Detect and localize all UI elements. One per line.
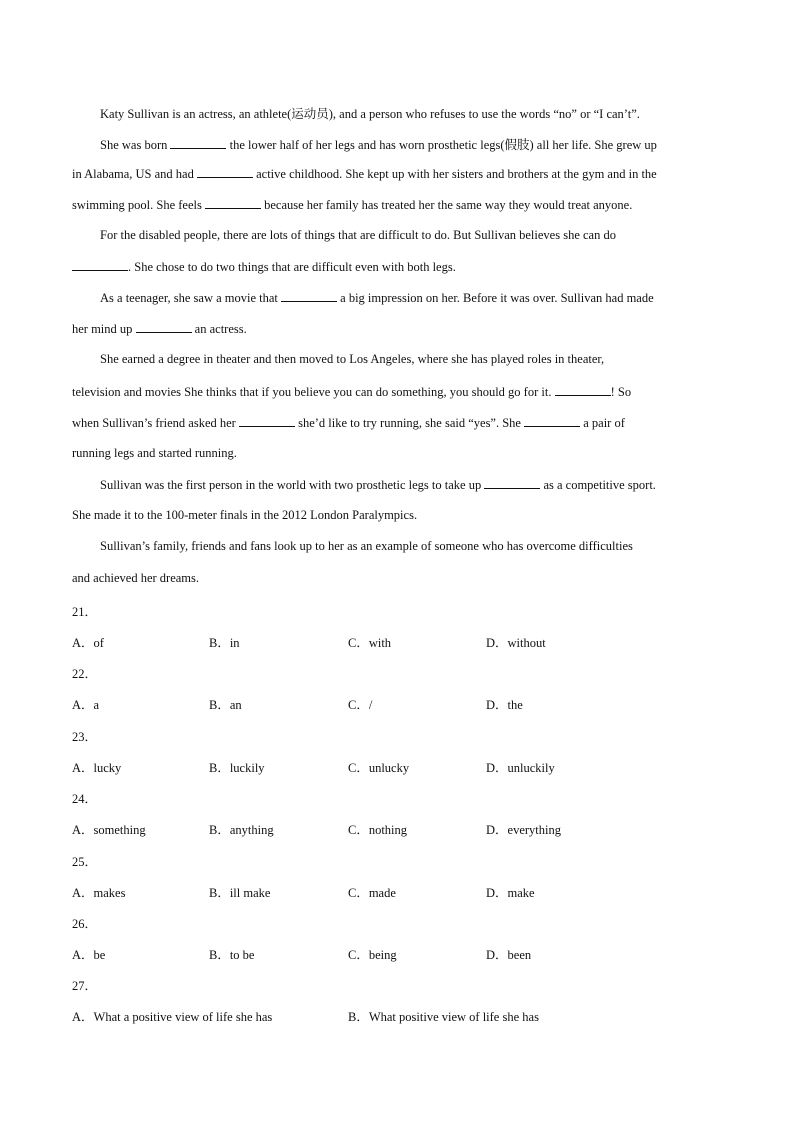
option-d[interactable]: D．without bbox=[486, 636, 546, 650]
passage-line bbox=[72, 197, 632, 213]
passage-text: Sullivan’s family, friends and fans look up to her as an example of someone who has overcome difficulties bbox=[100, 539, 633, 553]
option-b[interactable]: B．in bbox=[209, 636, 240, 650]
passage-line bbox=[72, 384, 631, 400]
option-b[interactable]: B．anything bbox=[209, 823, 274, 837]
answer-blank-27 bbox=[555, 384, 611, 396]
option-c[interactable]: C．nothing bbox=[348, 823, 408, 837]
passage-line bbox=[100, 135, 657, 153]
option-c[interactable]: C．unlucky bbox=[348, 761, 410, 775]
question-number: 25． bbox=[72, 855, 98, 869]
answer-blank-25 bbox=[281, 290, 337, 302]
option-b[interactable]: B．to be bbox=[209, 948, 255, 962]
option-c[interactable]: C．/ bbox=[348, 698, 373, 712]
passage-text: as a competitive sport. bbox=[543, 478, 656, 492]
option-b[interactable]: B．ill make bbox=[209, 886, 271, 900]
question-number: 21． bbox=[72, 605, 98, 619]
passage-text: She earned a degree in theater and then moved to Los Angeles, where she has played roles in theater, bbox=[100, 352, 605, 366]
answer-blank-23 bbox=[205, 197, 261, 209]
passage-text: in Alabama, US and had bbox=[72, 167, 194, 181]
passage-line bbox=[72, 259, 456, 275]
answer-blank-21 bbox=[170, 137, 226, 149]
passage-text: Sullivan was the first person in the world with two prosthetic legs to take up bbox=[100, 478, 482, 492]
option-b[interactable]: B．luckily bbox=[209, 761, 265, 775]
passage-line bbox=[72, 321, 247, 337]
option-a[interactable]: A．something bbox=[72, 823, 146, 837]
question-number: 22． bbox=[72, 667, 98, 681]
option-a[interactable]: A．a bbox=[72, 698, 100, 712]
question-number: 24． bbox=[72, 792, 98, 806]
passage-line bbox=[72, 415, 625, 431]
passage-text: As a teenager, she saw a movie that bbox=[100, 291, 278, 305]
passage-text: swimming pool. She feels bbox=[72, 198, 202, 212]
option-a[interactable]: A．of bbox=[72, 636, 104, 650]
question-number: 26． bbox=[72, 917, 98, 931]
passage-line bbox=[72, 446, 237, 461]
passage-text: her mind up bbox=[72, 322, 133, 336]
passage-line bbox=[100, 352, 604, 367]
option-d[interactable]: D．unluckily bbox=[486, 761, 555, 775]
passage-text: when Sullivan’s friend asked her bbox=[72, 416, 236, 430]
option-b[interactable]: B．an bbox=[209, 698, 242, 712]
passage-text: She was born bbox=[100, 138, 168, 152]
passage-text: and achieved her dreams. bbox=[72, 571, 200, 585]
answer-blank-22 bbox=[197, 166, 253, 178]
passage-text: the lower half of her legs and has worn prosthetic legs(假肢) all her life. She grew up bbox=[229, 138, 657, 152]
passage-line bbox=[100, 104, 640, 122]
option-c[interactable]: C．made bbox=[348, 886, 396, 900]
option-b[interactable]: B．What positive view of life she has bbox=[348, 1010, 539, 1024]
passage-text: She made it to the 100-meter finals in the 2012 London Paralympics. bbox=[72, 508, 418, 522]
option-a[interactable]: A．be bbox=[72, 948, 106, 962]
passage-text: television and movies She thinks that if you believe you can do something, you should go for it. bbox=[72, 385, 552, 399]
answer-blank-26 bbox=[136, 321, 192, 333]
passage-text: because her family has treated her the same way they would treat anyone. bbox=[264, 198, 633, 212]
passage-text: For the disabled people, there are lots of things that are difficult to do. But Sullivan believes she can do bbox=[100, 228, 616, 242]
answer-blank-29 bbox=[524, 415, 580, 427]
answer-blank-30 bbox=[484, 477, 540, 489]
option-d[interactable]: D．been bbox=[486, 948, 532, 962]
passage-line bbox=[72, 508, 417, 523]
passage-text: a big impression on her. Before it was over. Sullivan had made bbox=[340, 291, 654, 305]
option-c[interactable]: C．being bbox=[348, 948, 397, 962]
option-d[interactable]: D．everything bbox=[486, 823, 561, 837]
option-a[interactable]: A．What a positive view of life she has bbox=[72, 1010, 273, 1024]
passage-text: . She chose to do two things that are difficult even with both legs. bbox=[128, 260, 456, 274]
answer-blank-24 bbox=[72, 259, 128, 271]
option-c[interactable]: C．with bbox=[348, 636, 392, 650]
option-d[interactable]: D．make bbox=[486, 886, 535, 900]
passage-line bbox=[72, 166, 657, 182]
passage-text: a pair of bbox=[583, 416, 625, 430]
passage-line bbox=[100, 290, 654, 306]
passage-text: ! So bbox=[610, 385, 632, 399]
option-d[interactable]: D．the bbox=[486, 698, 523, 712]
passage-line bbox=[100, 539, 633, 554]
passage-text: active childhood. She kept up with her sisters and brothers at the gym and in the bbox=[256, 167, 657, 181]
option-a[interactable]: A．lucky bbox=[72, 761, 122, 775]
answer-blank-28 bbox=[239, 415, 295, 427]
passage-text: Katy Sullivan is an actress, an athlete(运动员), and a person who refuses to use the words “no” or “I can’t”. bbox=[100, 107, 640, 121]
question-number: 27． bbox=[72, 979, 98, 993]
passage-text: an actress. bbox=[194, 322, 247, 336]
question-number: 23． bbox=[72, 730, 98, 744]
passage-text: she’d like to try running, she said “yes”. She bbox=[298, 416, 521, 430]
passage-line bbox=[72, 571, 199, 586]
passage-line bbox=[100, 228, 616, 243]
passage-text: running legs and started running. bbox=[72, 446, 237, 460]
option-a[interactable]: A．makes bbox=[72, 886, 126, 900]
passage-line bbox=[100, 477, 656, 493]
